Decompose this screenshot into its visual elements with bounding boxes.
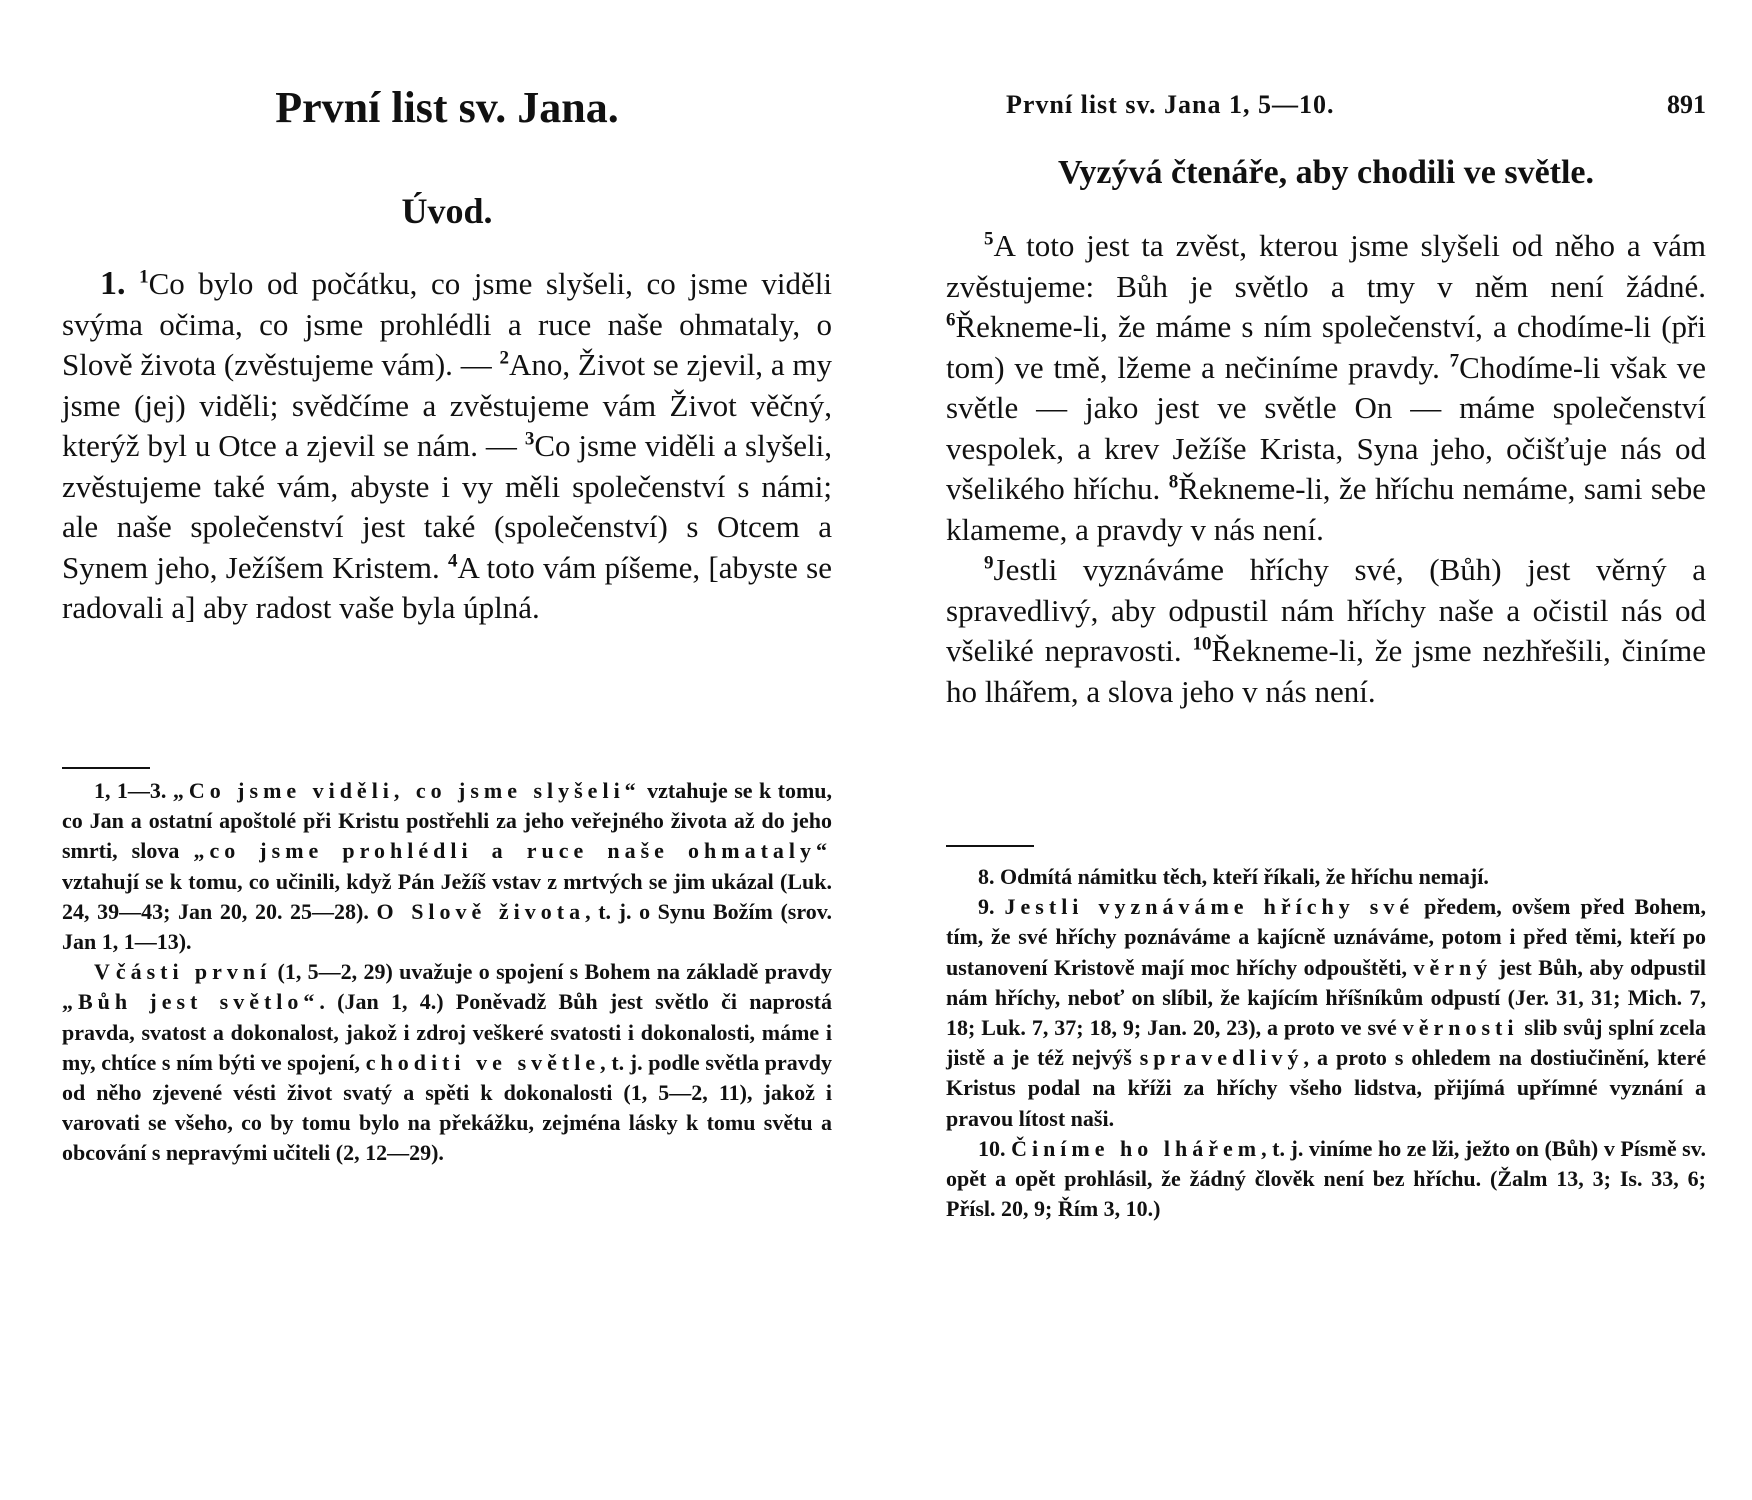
verse-text: Jestli vyznáváme hříchy své, (Bůh) jest věrný a spravedlivý, aby odpustil nám hříchy naše a očistil nás od všeliké nepravosti. [946, 552, 1706, 668]
footnote [946, 1134, 1706, 1225]
footnote-divider [62, 767, 150, 769]
main-text-left [62, 264, 832, 629]
note-text: 9. [978, 894, 1005, 920]
verse-text: Řekneme-li, že jsme nezhřešili, činíme ho lhářem, a slova jeho v nás není. [946, 633, 1706, 709]
spaced-emphasis: „co jsme prohlédli a ruce naše ohmataly“ [193, 838, 833, 864]
verse-text: Chodíme-li však ve světle — jako jest ve světle On — máme společenství vespolek, a krev Ježíše Krista, Syna jeho, očišťuje nás od všelikého hříchu. [946, 349, 1706, 506]
note-text: . (Jan 1, 4.) Poněvadž Bůh jest světlo či naprostá pravda, svatost a dokonalost, jakož i zdroj veškeré svatosti i dokonalosti, máme i my, chtíce s ním býti ve spojení, [62, 989, 832, 1075]
page-number: 891 [1667, 90, 1706, 119]
spaced-emphasis: „Co jsme viděli, co jsme slyšeli“ [172, 778, 641, 803]
spaced-emphasis: „Bůh jest světlo“ [62, 989, 320, 1015]
verse-text: Ano, Život se zjevil, a my jsme (jej) viděli; svědčíme a zvěstujeme vám Život věčný, kterýž byl u Otce a zjevil se nám. — [62, 347, 832, 463]
verse-number: 4 [448, 550, 458, 572]
spaced-emphasis: spravedlivý [1139, 1045, 1304, 1071]
section-title: Úvod. [401, 191, 493, 231]
verse-number: 1 [139, 266, 149, 288]
verse-text: Řekneme-li, že máme s ním společenství, a chodíme-li (při tom) ve tmě, lžeme a nečiníme pravdy. [946, 309, 1706, 385]
verse-text: Co jsme viděli a slyšeli, zvěstujeme také vám, abyste i vy měli společenství s námi; ale naše společenství jest také (společenství) s Otcem a Synem jeho, Ježíšem Kristem. [62, 428, 832, 585]
footnotes-left [62, 776, 832, 1169]
verse-number: 8 [1168, 471, 1179, 493]
note-text: (1, 5—2, 29) uvažuje o spojení s Bohem na základě pravdy [271, 959, 832, 985]
spaced-emphasis: O Slově života [376, 898, 586, 924]
verse-number: 2 [499, 347, 509, 369]
verse-text: Řekneme-li, že hříchu nemáme, sami sebe klameme, a pravdy v nás není. [946, 471, 1706, 547]
note-text: V [94, 959, 116, 985]
book-title: První list sv. Jana. [275, 83, 619, 132]
spaced-emphasis: Činíme ho lhářem [1011, 1135, 1262, 1161]
note-text: jest Bůh, aby odpustil nám hříchy, neboť on slíbil, že kajícím hříšníkům odpustí (Jer. 31, 31; Mich. 7, 18; Luk. 7, 37; 18, 9; Jan. 20, 23), a proto ve své [946, 954, 1706, 1041]
note-text: , t. j. viníme ho ze lži, ježto on (Bůh) v Písmě sv. opět a opět prohlásil, že žádný člověk není bez hříchu. (Žalm 13, 3; Is. 33, 6; Přísl. 20, 9; Řím 3, 10.) [946, 1135, 1706, 1222]
running-title: První list sv. Jana 1, 5—10. [1006, 90, 1335, 119]
verse-number: 10 [1192, 633, 1212, 655]
note-text: 1, 1—3. [94, 778, 173, 803]
footnote-divider [946, 845, 1034, 847]
running-head [946, 90, 1706, 130]
verse-number: 3 [524, 428, 535, 450]
note-text: vztahují se k tomu, co učinili, když Pán Ježíš vstav z mrtvých se jim ukázal (Luk. 24, 39—43; Jan 20, 20. 25—28). [62, 868, 832, 924]
spaced-emphasis: choditi ve světle [365, 1049, 601, 1075]
note-text: předem, ovšem před Bohem, tím, že své hříchy poznáváme a kajícně uznáváme, potom i před těmi, kteří po ustanovení Kristově mají moc hříchy odpouštěti, [946, 894, 1707, 980]
main-text-right [946, 226, 1706, 712]
note-text: slib svůj splní zcela jistě a je též nejvýš [946, 1015, 1706, 1071]
verse-number: 7 [1449, 350, 1460, 372]
paragraph [62, 264, 832, 629]
paragraph [946, 226, 1706, 550]
note-text: 8. Odmítá námitku těch, kteří říkali, že hříchu nemají. [978, 864, 1489, 889]
footnote [62, 776, 832, 957]
verse-text: Co bylo od počátku, co jsme slyšeli, co jsme viděli svýma očima, co jsme prohlédli a ruce naše ohmataly, o Slově života (zvěstujeme vám). — [62, 266, 832, 382]
note-text: , t. j. o Synu Božím (srov. Jan 1, 1—13). [62, 898, 832, 955]
spaced-emphasis: věrný [1413, 954, 1493, 980]
footnote [946, 862, 1706, 892]
chapter-number: 1. [100, 265, 126, 302]
spaced-emphasis: Jestli vyznáváme hříchy své [1004, 894, 1415, 920]
section-heading: Vyzývá čtenáře, aby chodili ve světle. [1057, 154, 1595, 191]
paragraph [946, 550, 1706, 712]
verse-text: A toto vám píšeme, [abyste se radovali a] aby radost vaše byla úplná. [62, 549, 832, 625]
footnotes-right [946, 862, 1706, 1224]
note-text: , a proto s ohledem na dostiučinění, které Kristus podal na kříži za hříchy všeho lidstva, přijímá upřímné vyznání a pravou lítost naši. [946, 1045, 1706, 1131]
verse-number: 5 [984, 228, 994, 250]
verse-text: A toto jest ta zvěst, kterou jsme slyšeli od něho a vám zvěstujeme: Bůh je světlo a tmy v něm není žádné. [946, 228, 1706, 304]
footnote [62, 957, 832, 1168]
verse-number: 9 [984, 552, 994, 574]
footnote [946, 892, 1706, 1134]
note-text: , t. j. podle světla pravdy od něho zjevené vésti život svatý a spěti k dokonalosti (1, 5—2, 11), jakož i varovati se všeho, co by tomu bylo na překážku, zejména lásky k tomu světu a obcování s nepravými učiteli (2, 12—29). [62, 1049, 832, 1166]
note-text: 10. [978, 1135, 1012, 1161]
spaced-emphasis: části první [115, 959, 272, 985]
verse-run [62, 266, 832, 625]
note-text: vztahuje se k tomu, co Jan a ostatní apoštolé při Kristu postřehli za jeho veřejného života až do jeho smrti, slova [62, 778, 833, 864]
spaced-emphasis: věrnosti [1402, 1015, 1519, 1041]
verse-number: 6 [946, 309, 956, 331]
